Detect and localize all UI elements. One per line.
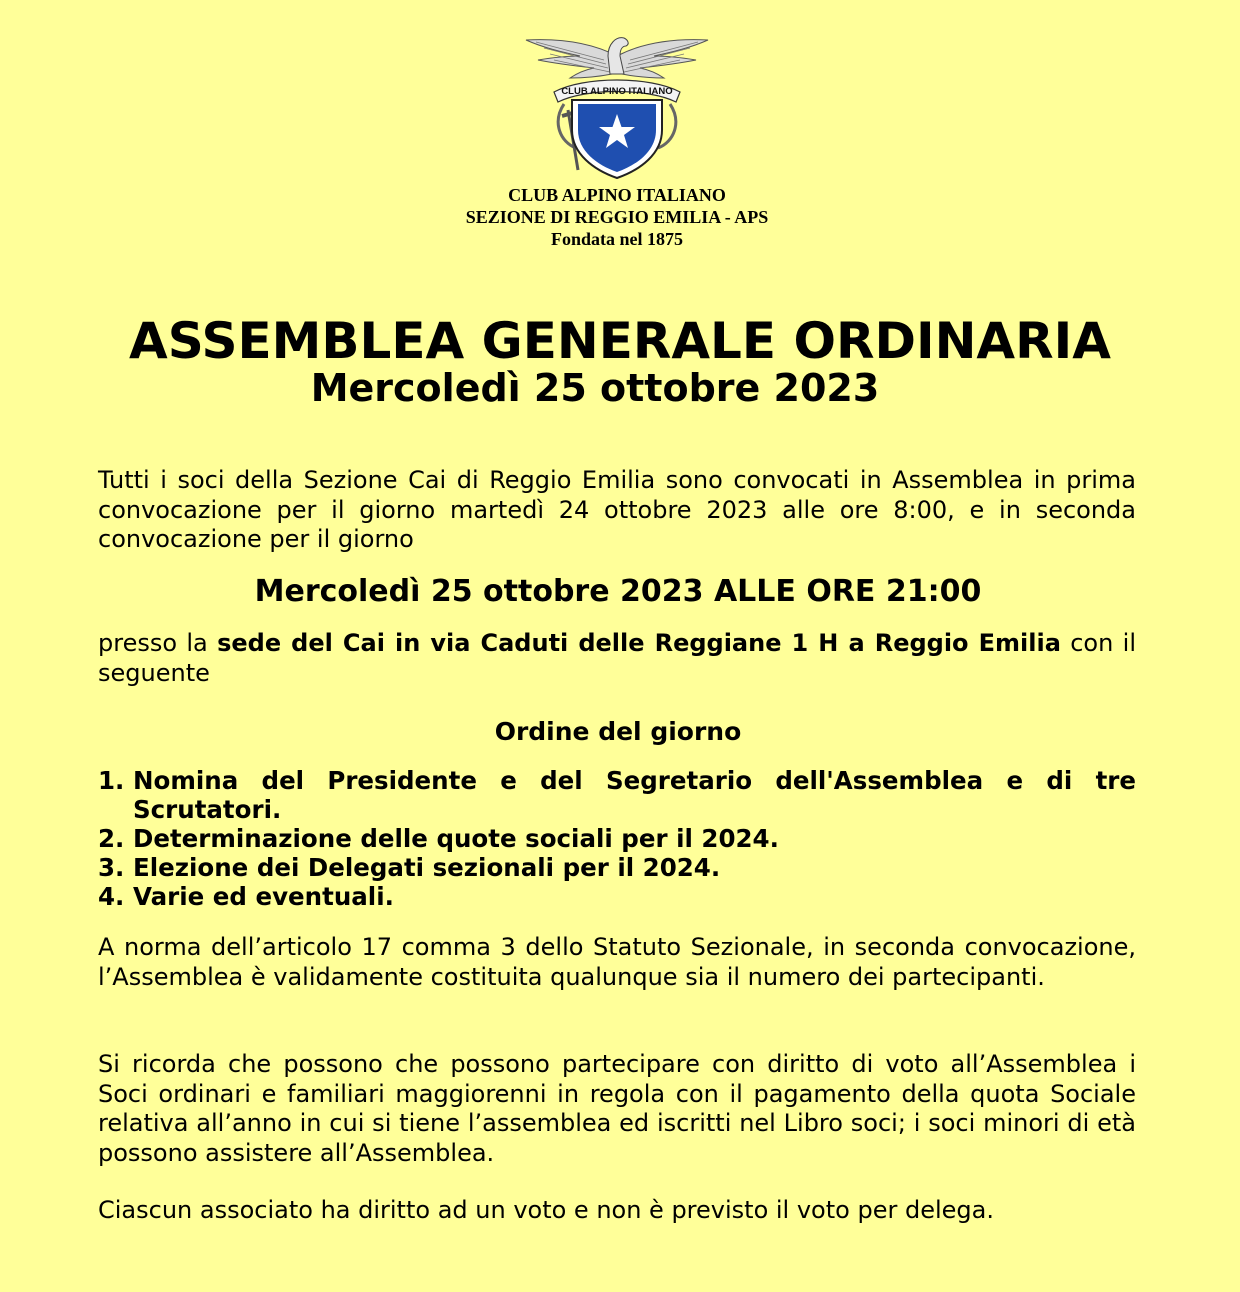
page-subtitle: Mercoledì 25 ottobre 2023 (310, 366, 880, 410)
agenda-title: Ordine del giorno (494, 717, 742, 746)
meeting-date-line: Mercoledì 25 ottobre 2023 ALLE ORE 21:00 (254, 574, 982, 609)
org-name: CLUB ALPINO ITALIANO (508, 185, 726, 205)
single-vote-paragraph: Ciascun associato ha diritto ad un voto e non è previsto il voto per delega. (98, 1196, 994, 1224)
venue-place: sede del Cai in via Caduti delle Reggiane 1 H a Reggio Emilia (217, 629, 1061, 657)
agenda-item (98, 853, 1136, 882)
agenda-item (98, 882, 1136, 911)
voting-rights-paragraph: Si ricorda che possono che possono partecipare con diritto di voto all’Assemblea i Soci ordinari e familiari maggiorenni in regola con il pagamento della quota Sociale relativa all’anno in cui si tiene l’assemblea ed iscritti nel Libro soci; i soci minori di età possono assistere all’Assemblea. (98, 1050, 1136, 1167)
agenda-item-number: 4. (98, 882, 125, 911)
agenda-item-number: 2. (98, 824, 125, 853)
agenda-item-text: Determinazione delle quote sociali per il 2024. (133, 824, 779, 853)
agenda-item-text: Nomina del Presidente e del Segretario dell'Assemblea e di tre Scrutatori. (133, 766, 1136, 824)
agenda-item-number: 3. (98, 853, 125, 882)
agenda-list (98, 766, 1136, 911)
cai-logo-icon (524, 30, 710, 180)
agenda-item-text: Elezione dei Delegati sezionali per il 2024. (133, 853, 721, 882)
norma-paragraph: A norma dell’articolo 17 comma 3 dello Statuto Sezionale, in seconda convocazione, l’Assemblea è validamente costituita qualunque sia il numero dei partecipanti. (98, 933, 1136, 991)
agenda-item-text: Varie ed eventuali. (133, 882, 394, 911)
founded-date: Fondata nel 1875 (550, 229, 683, 249)
logo-banner-text: CLUB ALPINO ITALIANO (561, 86, 673, 97)
agenda-item-number: 1. (98, 766, 125, 795)
venue-paragraph (98, 629, 1136, 688)
venue-suffix: con il seguente (98, 629, 1136, 687)
page-title: ASSEMBLEA GENERALE ORDINARIA (129, 312, 1111, 370)
agenda-item (98, 824, 1136, 853)
section-name: SEZIONE DI REGGIO EMILIA - APS (465, 207, 769, 227)
intro-paragraph: Tutti i soci della Sezione Cai di Reggio Emilia sono convocati in Assemblea in prima convocazione per il giorno martedì 24 ottobre 2023 alle ore 8:00, e in seconda convocazione per il giorno (98, 466, 1136, 553)
venue-prefix: presso la (98, 629, 218, 657)
agenda-item (98, 766, 1136, 824)
